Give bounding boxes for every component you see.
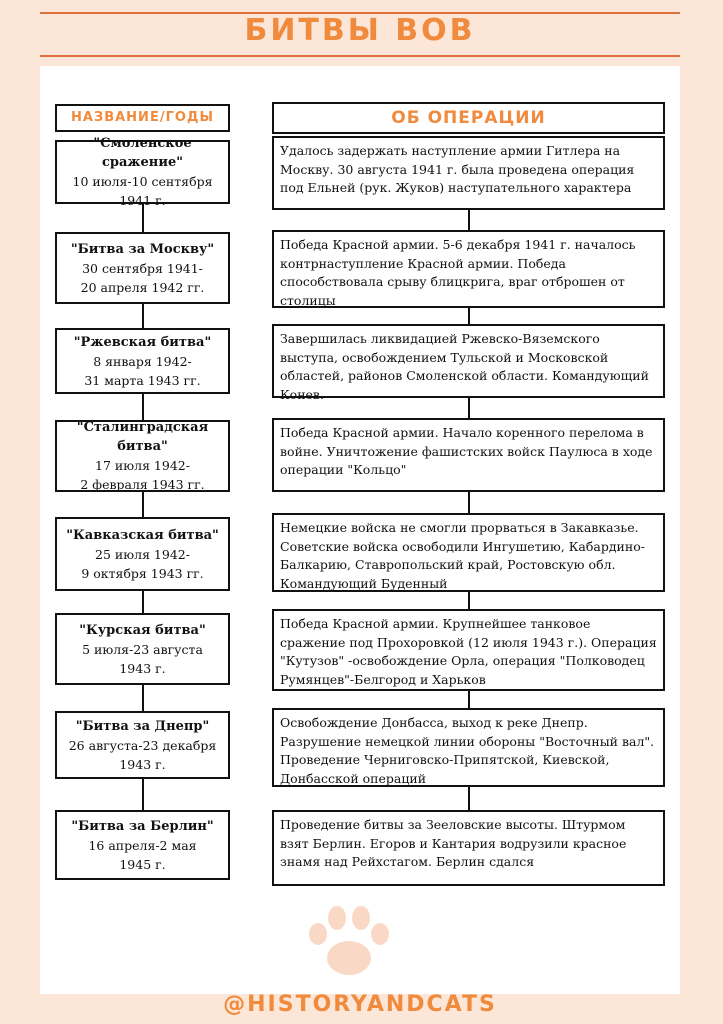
battle-title-box (55, 613, 230, 685)
battle-title-box (55, 810, 230, 880)
header-about-operation: ОБ ОПЕРАЦИИ (272, 102, 665, 134)
right-connector (468, 210, 470, 230)
paw-icon (304, 902, 394, 982)
battle-year: 1943 г. (119, 660, 166, 676)
battle-year: 9 октября 1943 гг. (81, 565, 204, 581)
battle-name: "Битва за Берлин" (71, 818, 214, 834)
battle-title-box (55, 328, 230, 394)
battle-year: 31 марта 1943 гг. (84, 372, 201, 388)
battle-year: 1943 г. (119, 756, 166, 772)
battle-description-box (272, 418, 665, 492)
footer-handle: @HISTORYANDCATS (223, 992, 497, 1017)
battle-description: Завершилась ликвидацией Ржевско-Вяземского выступа, освобождением Тульской и Московской областей, районов Смоленской области. Командующий Конев. (280, 331, 649, 402)
battle-description: Победа Красной армии. Начало коренного перелома в войне. Уничтожение фашистских войск Паулюса в ходе операции "Кольцо" (280, 425, 653, 477)
right-connector (468, 308, 470, 324)
right-connector (468, 691, 470, 708)
left-connector (142, 304, 144, 328)
battle-description-box (272, 136, 665, 210)
right-connector (468, 592, 470, 609)
battle-description-box (272, 513, 665, 592)
left-connector (142, 779, 144, 810)
left-connector (142, 685, 144, 711)
battle-name: "Сталинградская битва" (76, 420, 209, 454)
left-connector (142, 394, 144, 420)
battle-dates: 25 июля 1942- (95, 546, 190, 562)
battle-description: Немецкие войска не смогли прорваться в Закавказье. Советские войска освободили Ингушетию, Кабардино-Балкарию, Ставропольский край, Ростовскую обл. Командующий Буденный (280, 520, 645, 591)
bottom-rule (40, 55, 680, 57)
battle-description: Освобождение Донбасса, выход к реке Днепр. Разрушение немецкой линии обороны "Восточный вал". Проведение Черниговско-Припятской, Киевской, Донбасской операций (280, 715, 655, 786)
right-connector (468, 492, 470, 513)
battle-name: "Курская битва" (79, 622, 206, 638)
battle-dates: 5 июля-23 августа (82, 641, 203, 657)
battle-dates: 30 сентября 1941- (82, 260, 203, 276)
battle-name: "Смоленское сражение" (93, 136, 192, 170)
battle-title-box (55, 711, 230, 779)
battle-title-box (55, 136, 230, 208)
battle-year: 1941 г. (119, 193, 166, 208)
battle-dates: 16 апреля-2 мая (88, 837, 197, 853)
battle-description-box (272, 609, 665, 691)
battle-name: "Ржевская битва" (73, 334, 212, 350)
battle-dates: 26 августа-23 декабря (68, 737, 217, 753)
battle-description: Проведение битвы за Зееловские высоты. Штурмом взят Берлин. Егоров и Кантария водрузили красное знамя над Рейхстагом. Берлин сдался (280, 817, 627, 869)
battle-dates: 10 июля-10 сентября (72, 174, 213, 189)
battle-title-box (55, 420, 230, 492)
battle-name: "Кавказская битва" (66, 527, 219, 543)
page-title: БИТВЫ ВОВ (244, 13, 476, 48)
battle-name: "Битва за Днепр" (75, 718, 210, 734)
battle-description: Победа Красной армии. Крупнейшее танковое сражение под Прохоровкой (12 июля 1943 г.). Операция "Кутузов" -освобождение Орла, операция "Полководец Румянцев"-Белгород и Харьков (280, 616, 657, 687)
battle-description: Победа Красной армии. 5-6 декабря 1941 г. началось контрнаступление Красной армии. Победа способствовала срыву блицкрига, враг отброшен от столицы (280, 237, 636, 308)
battle-title-box (55, 232, 230, 304)
left-connector (142, 591, 144, 613)
battle-title-box (55, 517, 230, 591)
battle-description-box (272, 708, 665, 787)
battle-dates: 8 января 1942- (93, 353, 192, 369)
right-connector (468, 787, 470, 810)
battle-year: 1945 г. (119, 856, 166, 872)
battle-year: 20 апреля 1942 гг. (80, 279, 205, 295)
battle-dates: 17 июля 1942- (95, 458, 190, 473)
battle-year: 2 февраля 1943 гг. (80, 477, 205, 492)
header-name-years: НАЗВАНИЕ/ГОДЫ (55, 104, 230, 132)
battle-description-box (272, 810, 665, 886)
battle-description-box (272, 230, 665, 308)
battle-description: Удалось задержать наступление армии Гитлера на Москву. 30 августа 1941 г. была проведена операция под Ельней (рук. Жуков) наступательного характера (280, 143, 635, 195)
battle-name: "Битва за Москву" (70, 241, 215, 257)
left-connector (142, 492, 144, 517)
battle-description-box (272, 324, 665, 402)
